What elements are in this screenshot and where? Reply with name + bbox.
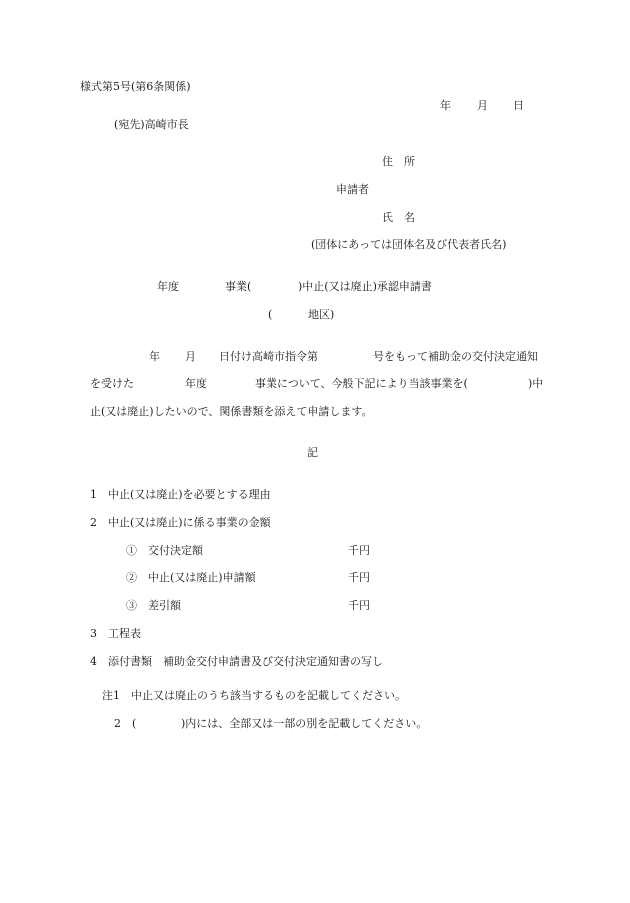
- applicant-label: 申請者: [336, 183, 369, 196]
- sub-item-3-unit: 千円: [348, 599, 370, 612]
- address-label: 住 所: [382, 155, 415, 168]
- body-line2-text: 事業について、今般下記により当該事業を(: [255, 377, 468, 390]
- body-line2-prefix: を受けた: [90, 377, 134, 390]
- form-number: 様式第5号(第6条関係): [80, 80, 191, 93]
- note-1: 注1 中止又は廃止のうち該当するものを記載してください。: [102, 689, 406, 702]
- organization-note: (団体にあっては団体名及び代表者氏名): [311, 238, 507, 251]
- title-suffix: )中止(又は廃止)承認申請書: [298, 280, 432, 293]
- body-line3: 止(又は廃止)したいので、関係書類を添えて申請します。: [90, 405, 373, 418]
- item-2: 2 中止(又は廃止)に係る事業の金額: [90, 516, 271, 529]
- item-3: 3 工程表: [90, 627, 141, 640]
- body-line1-number: 号をもって補助金の交付決定通知: [373, 350, 538, 363]
- sub-item-2-unit: 千円: [348, 571, 370, 584]
- body-year: 年: [149, 350, 160, 363]
- date-day-label: 日: [513, 99, 524, 112]
- note-2-num: 2 (: [114, 717, 137, 730]
- title-district-open: (: [268, 308, 273, 321]
- sub-item-2-label: ② 中止(又は廃止)申請額: [126, 571, 256, 584]
- sub-item-1-label: ① 交付決定額: [126, 544, 203, 557]
- sub-item-3-label: ③ 差引額: [126, 599, 181, 612]
- title-fiscal-year: 年度: [157, 280, 179, 293]
- title-project: 事業(: [225, 280, 252, 293]
- date-month-label: 月: [477, 99, 488, 112]
- ki-heading: 記: [307, 446, 318, 459]
- addressee: (宛先)高崎市長: [114, 118, 189, 131]
- note-2-text: )内には、全部又は一部の別を記載してください。: [181, 717, 428, 730]
- date-year-label: 年: [440, 99, 451, 112]
- body-line2-fiscal: 年度: [185, 377, 207, 390]
- sub-item-1-unit: 千円: [348, 544, 370, 557]
- body-line1-text: 日付け高崎市指令第: [219, 350, 318, 363]
- body-line2-close: )中: [528, 377, 544, 390]
- item-4: 4 添付書類 補助金交付申請書及び交付決定通知書の写し: [90, 655, 383, 668]
- name-label: 氏 名: [382, 211, 415, 224]
- title-district: 地区): [308, 308, 335, 321]
- body-month: 月: [185, 350, 196, 363]
- item-1: 1 中止(又は廃止)を必要とする理由: [90, 488, 271, 501]
